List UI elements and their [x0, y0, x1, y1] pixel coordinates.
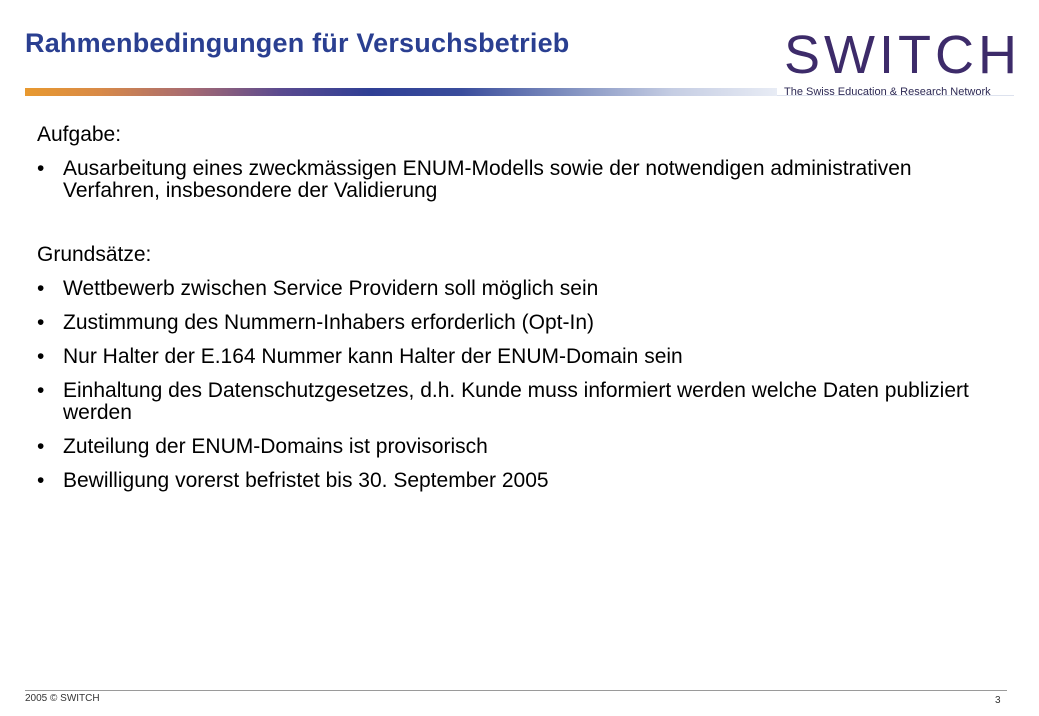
logo-wordmark: SWITCH [784, 25, 1021, 85]
section-heading-grundsaetze: Grundsätze: [37, 243, 152, 266]
bullet-item [37, 312, 997, 334]
bullet-text: Bewilligung vorerst befristet bis 30. September 2005 [63, 469, 549, 492]
footer-copyright: 2005 © SWITCH [25, 693, 100, 704]
bullet-icon: • [37, 157, 45, 180]
bullet-item [37, 470, 997, 492]
bullet-text: Nur Halter der E.164 Nummer kann Halter der ENUM-Domain sein [63, 345, 683, 368]
bullet-icon: • [37, 311, 45, 334]
section-spacer [37, 214, 997, 244]
bullet-text: Einhaltung des Datenschutzgesetzes, d.h. Kunde muss informiert werden welche Daten publiziert werden [63, 379, 969, 424]
bullet-text: Ausarbeitung eines zweckmässigen ENUM-Modells sowie der notwendigen administrativen Verfahren, insbesondere der Validierung [63, 157, 912, 202]
bullet-text: Wettbewerb zwischen Service Providern soll möglich sein [63, 277, 599, 300]
footer-divider [25, 690, 1007, 691]
bullet-item [37, 158, 997, 202]
bullet-item [37, 278, 997, 300]
slide-content [37, 124, 997, 504]
bullet-item [37, 380, 997, 424]
bullet-item [37, 436, 997, 458]
bullet-icon: • [37, 379, 45, 402]
switch-logo [784, 25, 1021, 98]
bullet-icon: • [37, 345, 45, 368]
title-gradient-bar [25, 88, 777, 96]
bullet-icon: • [37, 277, 45, 300]
slide-title: Rahmenbedingungen für Versuchsbetrieb [25, 28, 570, 58]
bullet-text: Zuteilung der ENUM-Domains ist provisorisch [63, 435, 488, 458]
section-heading-aufgabe: Aufgabe: [37, 123, 122, 146]
bullet-text: Zustimmung des Nummern-Inhabers erforderlich (Opt-In) [63, 311, 595, 334]
page-number: 3 [995, 695, 1001, 706]
bullet-icon: • [37, 435, 45, 458]
bullet-icon: • [37, 469, 45, 492]
bullet-item [37, 346, 997, 368]
logo-tagline: The Swiss Education & Research Network [784, 86, 991, 98]
